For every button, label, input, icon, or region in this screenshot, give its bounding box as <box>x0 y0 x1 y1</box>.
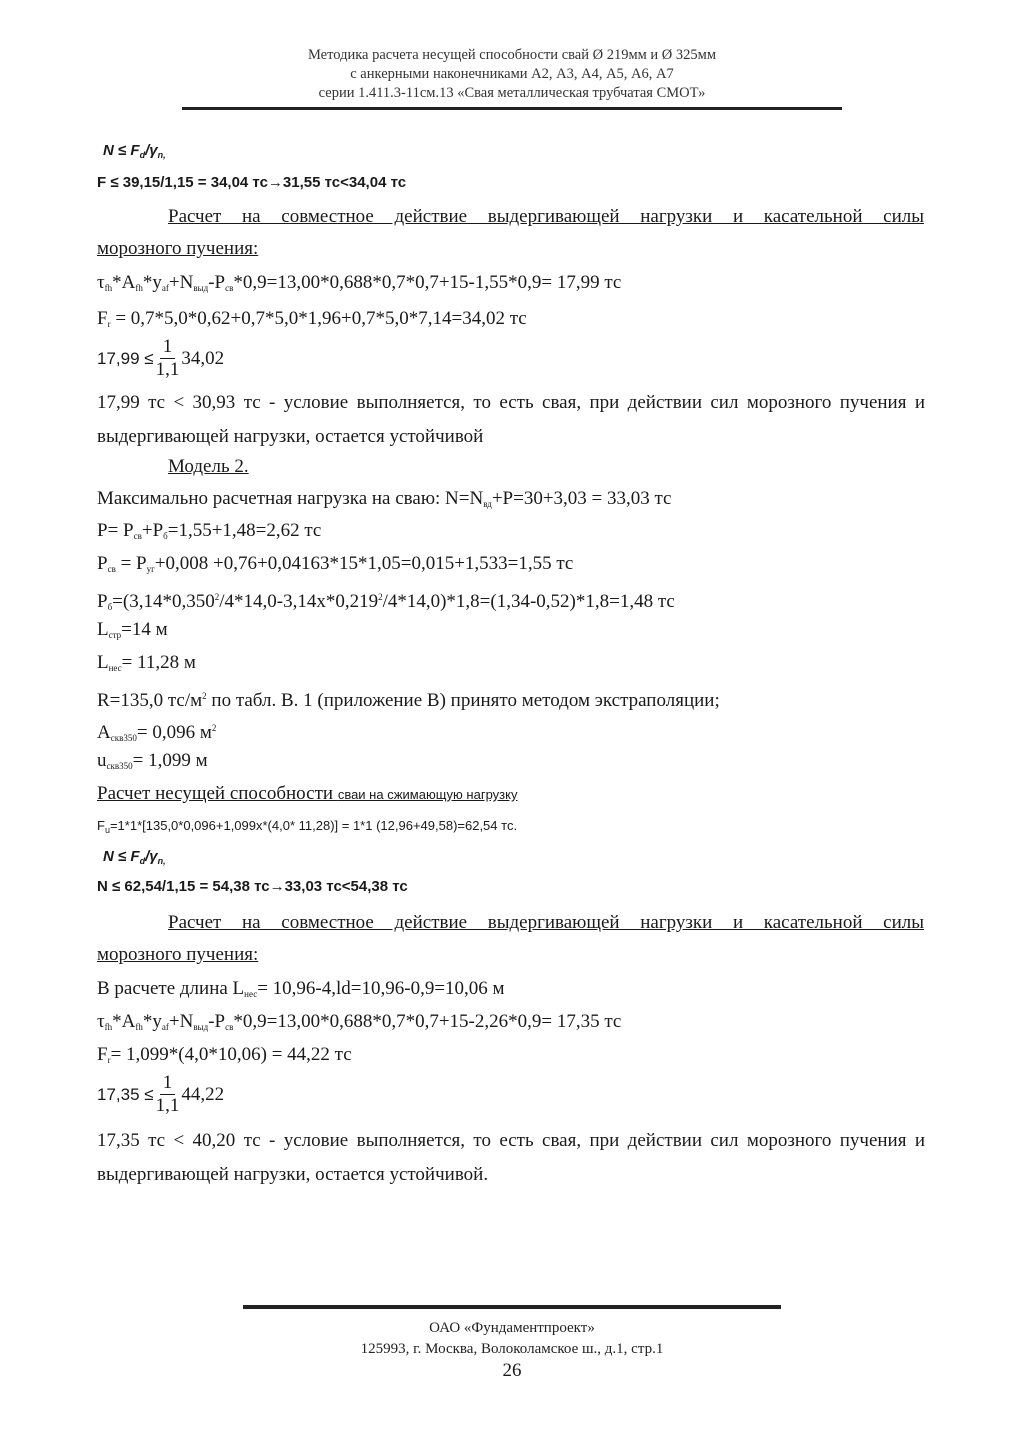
formula-n-le-fd: $N \le F_d/\gamma_{n,}$ <box>103 142 166 160</box>
formula-fr-1: $F_r = 0,7*5,0*0,62+0,7*5,0*1,96+0,7*5,0*7,14=34,02$ тс <box>97 308 527 329</box>
page-header <box>182 46 842 103</box>
formula-a-skv: $A_{скв350}= 0,096$ $м^2$ <box>97 722 217 743</box>
formula-frost-force-1: $\tau_{fh}*A_{fh}*y_{af}+N_{выд}-P_{св}*0,9=13,00*0,688*0,7*0,7+15-1,55*0,9= 17,99$ тс <box>97 272 622 293</box>
formula-p-sv: $P_{св} = P_{уг}+0,008 +0,76+0,04163*15*1,05=0,015+1,533=1,55$ тс <box>97 553 574 574</box>
footer-divider <box>243 1305 781 1309</box>
conclusion-1: 17,99 тс < 30,93 тс - условие выполняется, то есть свая, при действии сил морозного пучения и выдергивающей нагрузки, остается устойчивой <box>97 392 925 447</box>
footer-address: 125993, г. Москва, Волоколамское ш., д.1, стр.1 <box>360 1341 664 1357</box>
formula-p-b: $P_б=(3,14*0,350^2/4*14,0-3,14x*0,219^2/4*14,0)*1,8=(1,34-0,52)*1,8=1,48$ тс <box>97 591 675 612</box>
formula-n-le-fd-2: $N \le F_d/\gamma_{n,}$ <box>103 848 166 866</box>
formula-length-calc: В расчете длина $L_{нес}= 10,96-4,ld=10,96-0,9=10,06$ м <box>97 978 505 999</box>
header-line-2: с анкерными наконечниками А2, А3, А4, А5, А6, А7 <box>350 66 674 82</box>
formula-f-check-1: F ≤ 39,15/1,15 = 34,04 тс→31,55 тс<34,04 тс <box>97 174 407 191</box>
header-line-1: Методика расчета несущей способности свай Ø 219мм и Ø 325мм <box>307 47 717 63</box>
inequality-fraction-1: 17,99 ≤ $\frac{1}{1,1}$ 34,02 <box>97 336 225 380</box>
formula-fu: $F_u=1*1*[135,0*0,096+1,099x*(4,0*$ 11,28)] = 1*1 (12,96+49,58)=62,54 тс. <box>97 818 518 835</box>
formula-l-str: $L_{стр}=14$ м <box>97 619 168 640</box>
bearing-capacity-heading: Расчет несущей способности сваи на сжимающую нагрузку <box>97 783 518 804</box>
header-divider <box>182 107 842 110</box>
formula-n-check-2: N ≤ 62,54/1,15 = 54,38 тс→33,03 тс<54,38 тс <box>97 878 408 895</box>
page-number: 26 <box>502 1360 522 1381</box>
header-line-3: серии 1.411.3-11см.13 «Свая металлическая трубчатая СМОТ» <box>318 85 706 101</box>
formula-u-skv: $u_{скв350}= 1,099$ м <box>97 750 208 771</box>
max-load-line: Максимально расчетная нагрузка на сваю: $N=N_{вд}+P=30+3,03 = 33,03$ тс <box>97 488 672 509</box>
formula-fr-2: $F_r= 1,099*(4,0*10,06) = 44,22$ тс <box>97 1044 352 1065</box>
footer-org: ОАО «Фундаментпроект» <box>429 1320 595 1336</box>
page-footer <box>243 1318 781 1360</box>
section-heading-2-tail: морозного пучения: <box>97 944 259 965</box>
formula-p-total: $P= P_{св}+P_б=1,55+1,48=2,62$ тс <box>97 520 322 541</box>
formula-l-nes: $L_{нес}= 11,28$ м <box>97 652 196 673</box>
conclusion-2: 17,35 тс < 40,20 тс - условие выполняется, то есть свая, при действии сил морозного пучения и выдергивающей нагрузки, остается устойчивой. <box>97 1130 925 1185</box>
section-heading-1-tail: морозного пучения: <box>97 238 259 259</box>
section-heading-1: Расчет на совместное действие выдергивающей нагрузки и касательной силы <box>168 206 924 227</box>
section-heading-2: Расчет на совместное действие выдергивающей нагрузки и касательной силы <box>168 912 924 933</box>
formula-frost-force-2: $\tau_{fh}*A_{fh}*y_{af}+N_{выд}-P_{св}*0,9=13,00*0,688*0,7*0,7+15-2,26*0,9= 17,35$ тс <box>97 1011 622 1032</box>
formula-r-value: R=135,0 $тс/м^2$ по табл. В. 1 (приложение В) принято методом экстраполяции; <box>97 690 720 711</box>
inequality-fraction-2: 17,35 ≤ $\frac{1}{1,1}$ 44,22 <box>97 1072 225 1116</box>
model-2-heading: Модель 2. <box>168 456 249 477</box>
